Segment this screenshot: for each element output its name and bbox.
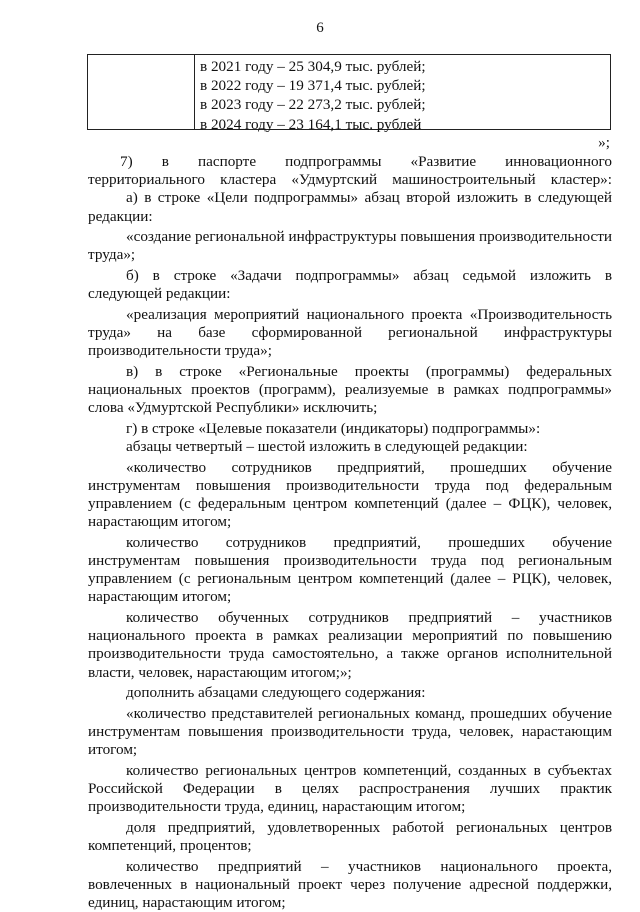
text-line: итогом; — [88, 741, 138, 759]
table-divider — [194, 55, 195, 129]
text-line: «реализация мероприятий национального проекта «Производительность — [126, 305, 612, 323]
text-line: инструментам повышения производительности труда, человек, нарастающим — [88, 723, 612, 740]
text-line: б) в строке «Задачи подпрограммы» абзац седьмой изложить в — [126, 267, 612, 284]
text-line: Российской Федерации в целях распространения лучших практик — [88, 780, 612, 797]
text-line: количество обученных сотрудников предприятий – участников — [126, 609, 612, 626]
text-line: г) в строке «Целевые показатели (индикаторы) подпрограммы»: — [126, 419, 541, 437]
text-line: нарастающим итогом; — [88, 513, 232, 531]
amount-2022: в 2022 году – 19 371,4 тыс. рублей; — [200, 77, 426, 95]
text-line: нарастающим итогом; — [88, 588, 232, 606]
page-number: 6 — [316, 20, 324, 36]
text-line: дополнить абзацами следующего содержания: — [126, 684, 426, 702]
text-line: «количество представителей региональных команд, прошедших обучение — [126, 704, 612, 722]
amount-2021: в 2021 году – 25 304,9 тыс. рублей; — [200, 58, 426, 75]
amount-2024: в 2024 году – 23 164,1 тыс. рублей — [200, 115, 422, 133]
text-line: в) в строке «Региональные проекты (программы) федеральных — [126, 362, 612, 380]
text-line: количество региональных центров компетенций, созданных в субъектах — [126, 761, 612, 779]
text-line: труда»; — [88, 246, 136, 264]
text-line: инструментам повышения производительности труда под федеральным — [88, 476, 612, 494]
text-line: национального проекта в рамках реализации мероприятий по повышению — [88, 627, 612, 645]
text-line: производительности труда»; — [88, 342, 272, 360]
text-line: количество предприятий – участников национального проекта, — [126, 857, 612, 875]
text-line: количество сотрудников предприятий, прошедших обучение — [126, 533, 612, 551]
text-line: слова «Удмуртской Республики» исключить; — [88, 399, 378, 417]
text-line: а) в строке «Цели подпрограммы» абзац второй изложить в следующей — [126, 189, 612, 207]
text-line: власти, человек, нарастающим итогом;»; — [88, 663, 352, 681]
text-line: следующей редакции: — [88, 285, 231, 303]
budget-table — [87, 54, 611, 133]
text-line: компетенций, процентов; — [88, 837, 252, 854]
table-cell-amounts — [200, 57, 426, 134]
text-line: доля предприятий, удовлетворенных работой региональных центров — [126, 818, 612, 836]
text-line: единиц, нарастающим итогом; — [88, 894, 286, 911]
text-line: территориального кластера «Удмуртский машиностроительный кластер»: — [88, 171, 612, 189]
text-line: управлением (с региональным центром компетенций (далее – РЦК), человек, — [88, 570, 612, 588]
text-line: «создание региональной инфраструктуры повышения производительности — [126, 228, 612, 246]
text-line: «количество сотрудников предприятий, прошедших обучение — [126, 458, 612, 476]
text-line: 7) в паспорте подпрограммы «Развитие инновационного — [120, 153, 612, 170]
text-line: абзацы четвертый – шестой изложить в следующей редакции: — [126, 438, 528, 455]
text-line: вовлеченных в национальный проект через получение адресной поддержки, — [88, 875, 612, 893]
text-line: производительности труда, единиц, нарастающим итогом; — [88, 798, 466, 816]
table-closing-quote: »; — [598, 134, 610, 151]
text-line: управлением (с федеральным центром компетенций (далее – ФЦК), человек, — [88, 495, 612, 512]
text-line: труда» на базе сформированной региональной инфраструктуры — [88, 324, 612, 341]
text-line: национальных проектов (программ), реализуемые в рамках подпрограммы» — [88, 381, 612, 398]
amount-2023: в 2023 году – 22 273,2 тыс. рублей; — [200, 96, 426, 114]
text-line: редакции: — [88, 207, 153, 225]
text-line: производительности труда самостоятельно, а также органов исполнительной — [88, 645, 612, 663]
text-line: инструментам повышения производительности труда под региональным — [88, 552, 612, 569]
